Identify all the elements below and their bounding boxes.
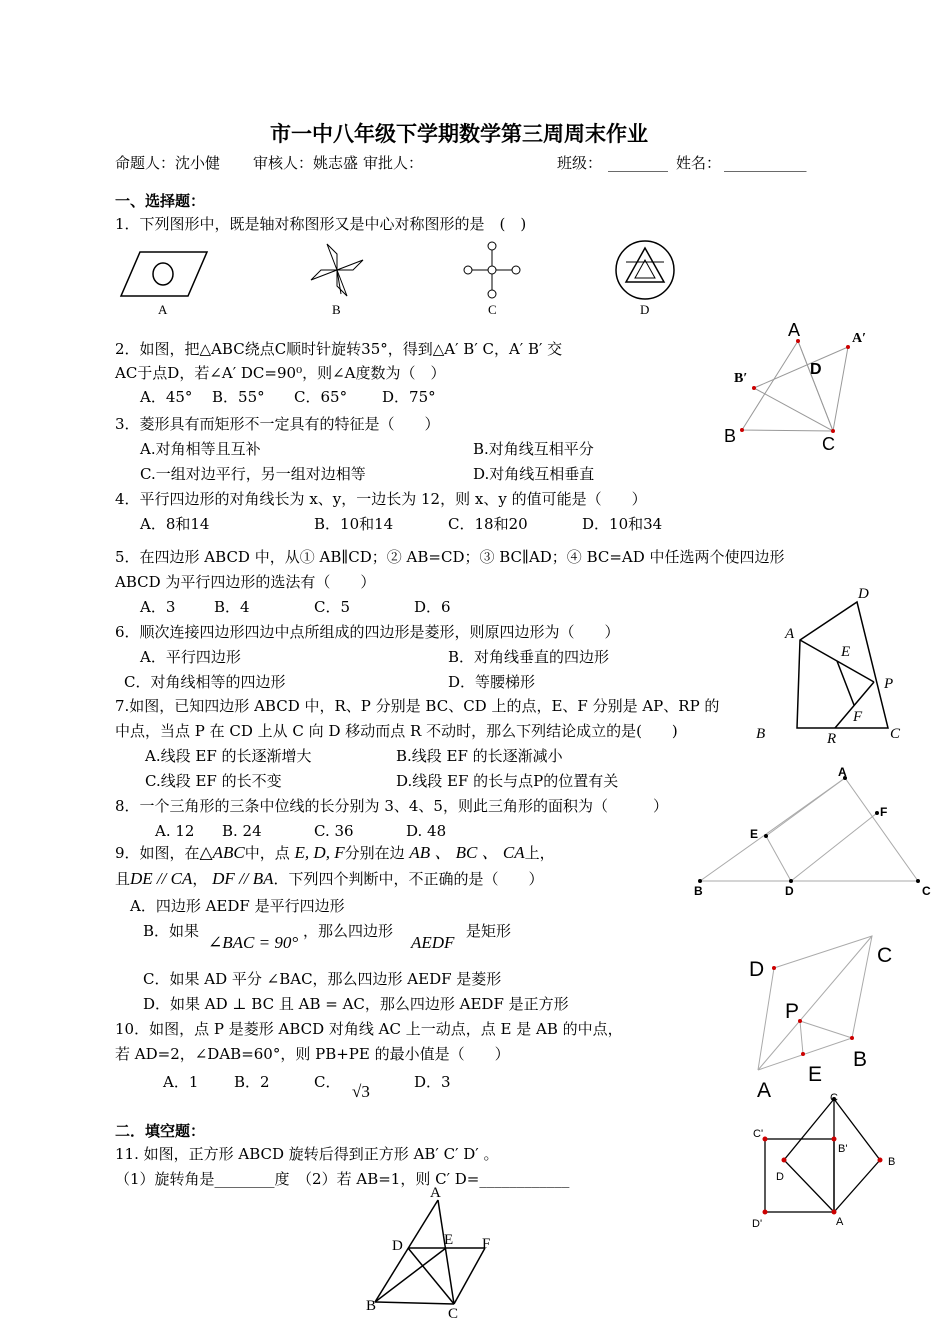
q1-figure-a [121,252,207,317]
q1-figure-c [464,242,520,317]
q2-option-c[interactable]: C．65° [294,388,348,406]
q9-option-b-shape: AEDF [411,933,455,952]
q9-fig-f: F [880,805,888,819]
q5-line2: ABCD 为平行四边形的选法有（ ） [115,573,376,591]
q11-line1: 11. 如图，正方形 ABCD 旋转后得到正方形 AB′ C′ D′ 。 [115,1145,499,1163]
author: 命题人：沈小健 [115,154,221,172]
q2-option-d[interactable]: D．75° [382,388,436,406]
q4-stem: 4．平行四边形的对角线长为 x、y，一边长为 12，则 x、y 的值可能是（ ） [115,490,647,508]
q8-option-b[interactable]: B. 24 [222,822,262,840]
q2-fig-a1: A′ [852,331,867,346]
q11-bfig-a: A [430,1185,441,1201]
q1-label-d: D [640,302,650,317]
q10-fig-d: D [749,958,765,981]
q9-figure [690,764,940,898]
q11-bfig-f: F [482,1236,491,1252]
q9-fig-e: E [750,827,759,841]
q10-option-d[interactable]: D．3 [414,1073,451,1091]
q10-fig-p: P [785,1000,800,1023]
q7-line1: 7.如图，已知四边形 ABCD 中，R、P 分别是 BC、CD 上的点，E、F 分别是 AP、RP 的 [115,697,720,715]
q3-option-a[interactable]: A.对角相等且互补 [140,440,261,458]
q11-fig-d1: D' [752,1218,763,1230]
q9-option-c[interactable]: C．如果 AD 平分 ∠BAC，那么四边形 AEDF 是菱形 [143,970,502,988]
q2-fig-d: D [810,361,822,378]
q3-option-d[interactable]: D.对角线互相垂直 [473,465,595,483]
q11-bfig-e: E [444,1232,454,1248]
q2-option-b[interactable]: B．55° [212,388,265,406]
q9-line1: 9．如图，在△ABC中，点 E, D, F分别在边 AB 、 BC 、 CA上， [115,843,555,862]
q5-option-d[interactable]: D．6 [414,598,451,616]
q7-fig-p: P [884,676,894,692]
q8-option-a[interactable]: A. 12 [155,822,195,840]
q2-fig-c: C [822,434,835,454]
q11-fig-a: A [836,1216,844,1228]
class-blank[interactable]: ________ [608,154,668,172]
q7-fig-e: E [841,644,851,660]
reviewer: 审核人：姚志盛 [253,154,359,172]
q1-label-b: B [332,302,341,317]
q11-fig-b: B [888,1156,896,1168]
q2-option-a[interactable]: A．45° [140,388,193,406]
q11-bottom-figure [360,1182,520,1324]
q11-fig-b1: B' [838,1143,848,1155]
q2-line2: AC于点D，若∠A′ DC=90⁰，则∠A度数为（ ） [115,364,446,382]
q9-option-a[interactable]: A．四边形 AEDF 是平行四边形 [130,897,345,915]
name-blank[interactable]: ___________ [724,154,807,172]
q10-line1: 10．如图，点 P 是菱形 ABCD 对角线 AC 上一动点，点 E 是 AB 的中点， [115,1020,623,1038]
q7-option-c[interactable]: C.线段 EF 的长不变 [145,772,282,790]
q11-bfig-b: B [366,1298,377,1314]
q10-fig-c: C [877,944,893,967]
q10-fig-a: A [757,1079,772,1102]
q11-fig-c: C [830,1092,838,1104]
q11-line2: （1）旋转角是________度 （2）若 AB=1，则 C′ D=____________ [115,1170,570,1188]
q1-figure-d [616,241,674,317]
q7-fig-a: A [785,626,795,642]
q10-option-b[interactable]: B．2 [234,1073,270,1091]
q11-bfig-c: C [448,1306,459,1322]
page-title: 市一中八年级下学期数学第三周周末作业 [270,121,648,146]
q3-option-b[interactable]: B.对角线互相平分 [473,440,594,458]
q6-option-d[interactable]: D．等腰梯形 [448,673,536,691]
q11-figure [748,1090,908,1230]
approver: 审批人： [363,154,424,172]
q2-fig-b: B [724,426,737,446]
q7-line2: 中点，当点 P 在 CD 上从 C 向 D 移动而点 R 不动时，那么下列结论成立的是( ) [115,722,678,740]
q9-option-b-angle: ∠BAC = 90° [208,933,299,952]
class-label: 班级： [557,154,603,172]
q7-option-b[interactable]: B.线段 EF 的长逐渐减小 [396,747,563,765]
q8-option-c[interactable]: C. 36 [314,822,354,840]
q11-bfig-d: D [392,1238,403,1254]
q7-option-a[interactable]: A.线段 EF 的长逐渐增大 [145,747,312,765]
q1-label-c: C [488,302,497,317]
q7-fig-b: B [756,726,766,742]
q8-option-d[interactable]: D. 48 [406,822,447,840]
q10-option-a[interactable]: A．1 [163,1073,199,1091]
q11-blank1[interactable]: ________ [214,1170,275,1188]
q4-option-a[interactable]: A．8和14 [140,515,210,533]
q6-option-a[interactable]: A．平行四边形 [140,648,241,666]
q8-stem: 8．一个三角形的三条中位线的长分别为 3、4、5，则此三角形的面积为（ ） [115,797,668,815]
q7-fig-c: C [890,726,901,742]
q5-option-b[interactable]: B．4 [214,598,250,616]
q10-fig-e: E [808,1063,823,1086]
q9-option-d[interactable]: D．如果 AD ⊥ BC 且 AB = AC，那么四边形 AEDF 是正方形 [143,995,569,1013]
q10-option-c[interactable]: C． [314,1073,341,1091]
q6-option-b[interactable]: B．对角线垂直的四边形 [448,648,610,666]
q5-option-c[interactable]: C．5 [314,598,351,616]
q4-option-b[interactable]: B．10和14 [314,515,394,533]
q7-fig-r: R [827,731,837,747]
q9-fig-a: A [838,765,847,779]
q2-line1: 2．如图，把△ABC绕点C顺时针旋转35°，得到△A′ B′ C，A′ B′ 交 [115,340,563,358]
q9-option-b1[interactable]: B．如果 [143,922,200,940]
q11-fig-d: D [776,1171,784,1183]
q10-fig-b: B [853,1048,868,1071]
q6-stem: 6．顺次连接四边形四边中点所组成的四边形是菱形，则原四边形为（ ） [115,623,620,641]
q10-line2: 若 AD=2，∠DAB=60°，则 PB+PE 的最小值是（ ） [115,1045,510,1063]
q9-line2: 且DE // CA， DF // BA．下列四个判断中，不正确的是（ ） [115,869,544,888]
q10-figure [745,930,905,1102]
section-fill-heading: 二．填空题： [115,1122,206,1140]
q1-stem: 1．下列图形中，既是轴对称图形又是中心对称图形的是 ( ) [115,215,527,233]
q9-fig-b: B [694,884,703,898]
q6-option-c[interactable]: C．对角线相等的四边形 [124,673,286,691]
q1-label-a: A [158,302,168,317]
q5-option-a[interactable]: A．3 [140,598,176,616]
q9-fig-c: C [922,884,931,898]
q7-option-d[interactable]: D.线段 EF 的长与点P的位置有关 [396,772,619,790]
q2-fig-a: A [788,320,801,340]
q11-fig-c1: C' [753,1128,764,1140]
q7-fig-f: F [853,709,863,725]
q3-stem: 3．菱形具有而矩形不一定具有的特征是（ ） [115,415,440,433]
q3-option-c[interactable]: C.一组对边平行，另一组对边相等 [140,465,366,483]
q11-blank2[interactable]: ____________ [479,1170,570,1188]
q7-figure [750,580,910,750]
q9-option-b2: ，那么四边形 [303,922,394,940]
name-label: 姓名： [676,154,722,172]
q9-option-b3: 是矩形 [466,922,512,940]
q2-fig-b1: B′ [734,371,748,386]
section-choice-heading: 一、选择题： [115,192,206,210]
q7-fig-d: D [858,586,869,602]
q2-figure [720,318,880,458]
q5-line1: 5．在四边形 ABCD 中，从① AB∥CD；② AB=CD；③ BC∥AD；④ BC=AD 中任选两个使四边形 [115,548,785,566]
q1-figures [110,236,670,320]
q10-option-c-sqrt: √3 [352,1082,370,1101]
q4-option-c[interactable]: C．18和20 [448,515,528,533]
q4-option-d[interactable]: D．10和34 [582,515,663,533]
q1-figure-b [311,244,363,317]
q9-fig-d: D [785,884,794,898]
